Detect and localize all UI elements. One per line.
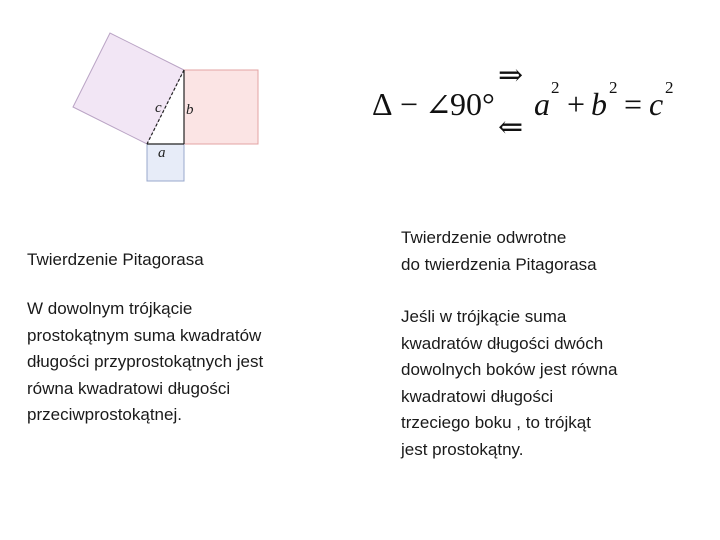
label-b: b [186,102,194,118]
leg-b-square [184,70,258,144]
angle-value: 90° [450,86,495,122]
eq-b-exponent: 2 [609,78,618,97]
eq-plus: + [567,86,586,122]
angle-symbol: ∠ [425,87,452,123]
eq-c-exponent: 2 [665,78,674,97]
leg-a-square [147,144,184,181]
right-body: Jeśli w trójkącie suma kwadratów długości dwóch dowolnych boków jest równa kwadratowi długości trzeciego boku , to trójkąt jest prostokątny. [401,307,618,459]
eq-equals: = [624,86,643,122]
implied-by-arrow: ⇐ [498,111,524,144]
left-heading: Twierdzenie Pitagorasa [27,250,204,269]
pythagoras-diagram [0,0,360,200]
eq-a: a [534,86,550,122]
label-a: a [158,145,166,161]
implies-arrow: ⇒ [498,59,524,92]
left-body: W dowolnym trójkącie prostokątnym suma kwadratów długości przyprostokątnych jest równa kwadratowi długości przeciwprostokątnej. [27,299,264,424]
right-heading: Twierdzenie odwrotne do twierdzenia Pitagorasa [401,228,597,274]
minus-sign: − [400,86,419,122]
triangle-symbol: Δ [372,86,393,122]
pythagoras-formula [372,59,692,150]
eq-a-exponent: 2 [551,78,560,97]
eq-b: b [591,86,607,122]
label-c: c [155,100,162,116]
eq-c: c [649,86,664,122]
